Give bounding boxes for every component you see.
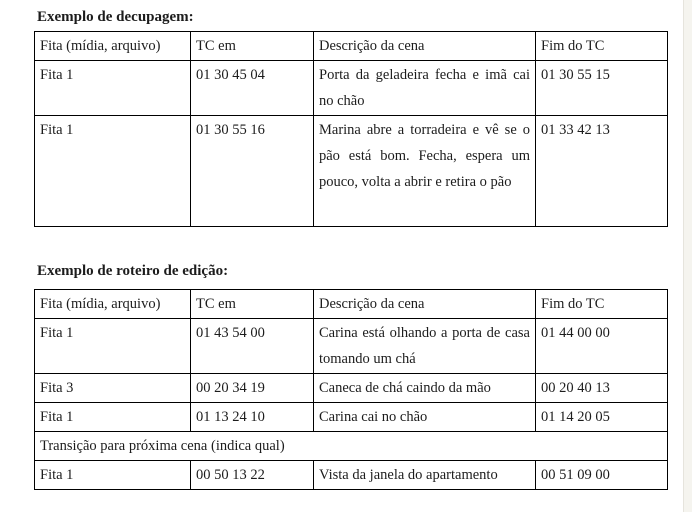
table-row [35, 116, 668, 227]
cell-descricao: Caneca de chá caindo da mão [314, 374, 536, 403]
cell-descricao: Carina está olhando a porta de casa tomando um chá [314, 319, 536, 374]
decupagem-table [34, 31, 668, 227]
table-row [35, 374, 668, 403]
cell-descricao: Marina abre a torradeira e vê se o pão está bom. Fecha, espera um pouco, volta a abrir e retira o pão [314, 116, 536, 227]
cell-fita: Fita 1 [35, 319, 191, 374]
cell-transition: Transição para próxima cena (indica qual) [35, 432, 668, 461]
cell-fita: Fita 3 [35, 374, 191, 403]
roteiro-section-title: Exemplo de roteiro de edição: [37, 263, 229, 279]
cell-fim-tc: 01 44 00 00 [536, 319, 668, 374]
table-row [35, 61, 668, 116]
roteiro-table [34, 289, 668, 490]
decupagem-section-title: Exemplo de decupagem: [37, 9, 194, 25]
cell-tc-em: 01 30 55 16 [191, 116, 314, 227]
cell-tc-em: 01 30 45 04 [191, 61, 314, 116]
header-tc-em: TC em [191, 290, 314, 319]
cell-tc-em: 01 43 54 00 [191, 319, 314, 374]
header-fim-tc: Fim do TC [536, 32, 668, 61]
cell-tc-em: 00 20 34 19 [191, 374, 314, 403]
cell-fim-tc: 01 14 20 05 [536, 403, 668, 432]
cell-fim-tc: 01 33 42 13 [536, 116, 668, 227]
cell-descricao: Vista da janela do apartamento [314, 461, 536, 490]
cell-fita: Fita 1 [35, 116, 191, 227]
cell-fita: Fita 1 [35, 61, 191, 116]
cell-tc-em: 01 13 24 10 [191, 403, 314, 432]
transition-row [35, 432, 668, 461]
table-row [35, 461, 668, 490]
table-row [35, 319, 668, 374]
cell-fita: Fita 1 [35, 461, 191, 490]
cell-fim-tc: 01 30 55 15 [536, 61, 668, 116]
page-edge-strip [683, 0, 692, 512]
decupagem-header-row [35, 32, 668, 61]
roteiro-header-row [35, 290, 668, 319]
table-row [35, 403, 668, 432]
header-fim-tc: Fim do TC [536, 290, 668, 319]
cell-descricao: Porta da geladeira fecha e imã cai no chão [314, 61, 536, 116]
cell-fim-tc: 00 20 40 13 [536, 374, 668, 403]
cell-fita: Fita 1 [35, 403, 191, 432]
header-fita: Fita (mídia, arquivo) [35, 290, 191, 319]
header-fita: Fita (mídia, arquivo) [35, 32, 191, 61]
cell-fim-tc: 00 51 09 00 [536, 461, 668, 490]
cell-descricao: Carina cai no chão [314, 403, 536, 432]
header-descricao: Descrição da cena [314, 32, 536, 61]
header-descricao: Descrição da cena [314, 290, 536, 319]
header-tc-em: TC em [191, 32, 314, 61]
cell-tc-em: 00 50 13 22 [191, 461, 314, 490]
